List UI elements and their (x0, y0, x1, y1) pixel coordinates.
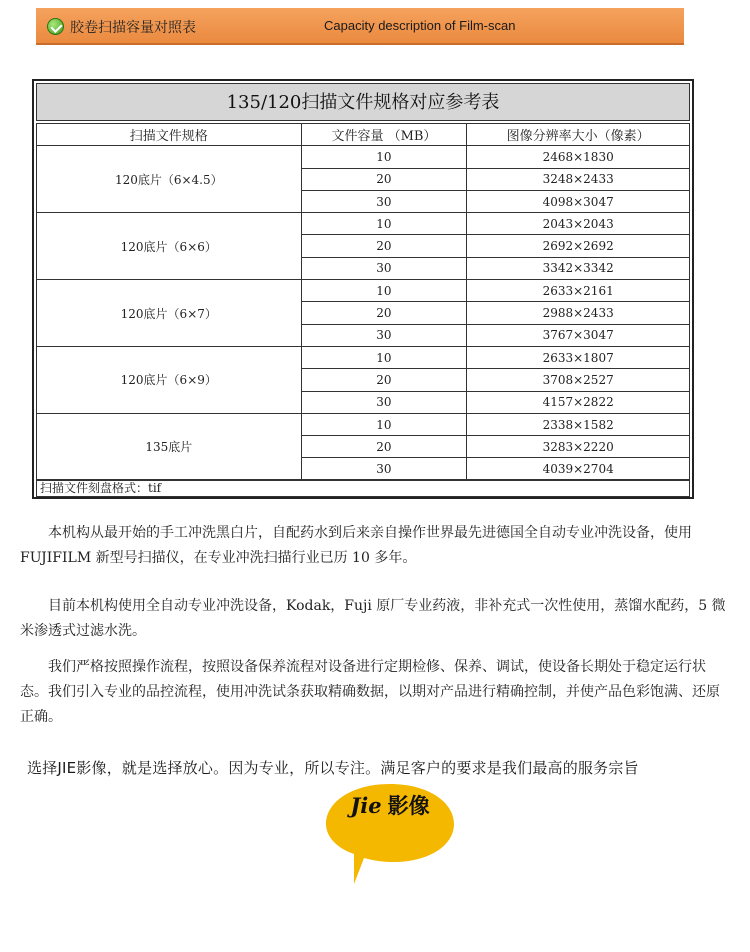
header-bar (36, 8, 684, 45)
paragraph-equipment: 目前本机构使用全自动专业冲洗设备，Kodak，Fuji 原厂专业药液，非补充式一次性使用，蒸馏水配药，5 微米渗透式过滤水洗。 (20, 598, 726, 639)
resolution-cell: 3283×2220 (467, 436, 690, 458)
resolution-cell: 4157×2822 (467, 391, 690, 413)
size-cell: 30 (301, 190, 467, 212)
table-row (37, 280, 690, 302)
resolution-cell: 2043×2043 (467, 213, 690, 235)
size-cell: 30 (301, 324, 467, 346)
spec-cell: 120底片（6×7） (37, 280, 302, 347)
resolution-cell: 2633×2161 (467, 280, 690, 302)
table-row (37, 346, 690, 368)
logo-text (330, 790, 450, 820)
spec-table (36, 123, 690, 481)
size-cell: 30 (301, 391, 467, 413)
resolution-cell: 3708×2527 (467, 369, 690, 391)
size-cell: 10 (301, 413, 467, 435)
paragraph-history: 本机构从最开始的手工冲洗黑白片，自配药水到后来亲自操作世界最先进德国全自动专业冲洗设备，使用 FUJIFILM 新型号扫描仪，在专业冲洗扫描行业已历 10 多年。 (20, 525, 692, 566)
resolution-cell: 2468×1830 (467, 146, 690, 168)
column-header: 扫描文件规格 (37, 124, 302, 146)
logo-cn: 影像 (387, 793, 430, 818)
header-title-cn: 胶卷扫描容量对照表 (70, 20, 196, 36)
size-cell: 20 (301, 302, 467, 324)
spec-cell: 120底片（6×4.5） (37, 146, 302, 213)
spec-cell: 120底片（6×9） (37, 346, 302, 413)
size-cell: 20 (301, 369, 467, 391)
size-cell: 30 (301, 458, 467, 480)
resolution-cell: 3342×3342 (467, 257, 690, 279)
size-cell: 10 (301, 213, 467, 235)
spec-cell: 135底片 (37, 413, 302, 480)
size-cell: 30 (301, 257, 467, 279)
size-cell: 20 (301, 168, 467, 190)
spec-cell: 120底片（6×6） (37, 213, 302, 280)
resolution-cell: 2633×1807 (467, 346, 690, 368)
table-header-row (37, 124, 690, 146)
size-cell: 20 (301, 436, 467, 458)
resolution-cell: 2692×2692 (467, 235, 690, 257)
size-cell: 10 (301, 280, 467, 302)
resolution-cell: 2338×1582 (467, 413, 690, 435)
resolution-cell: 4098×3047 (467, 190, 690, 212)
size-cell: 10 (301, 146, 467, 168)
table-footnote: 扫描文件刻盘格式：tif (36, 479, 690, 497)
resolution-cell: 2988×2433 (467, 302, 690, 324)
check-circle-icon (47, 18, 64, 35)
table-title: 135/120扫描文件规格对应参考表 (36, 83, 690, 121)
resolution-cell: 3767×3047 (467, 324, 690, 346)
column-header: 文件容量 （MB） (301, 124, 467, 146)
header-title-en: Capacity description of Film-scan (324, 18, 516, 33)
column-header: 图像分辨率大小（像素） (467, 124, 690, 146)
table-row (37, 213, 690, 235)
logo-jie: Jie (350, 793, 382, 818)
paragraph-quality: 我们严格按照操作流程，按照设备保养流程对设备进行定期检修、保养、调试，使设备长期处于稳定运行状态。我们引入专业的品控流程，使用冲洗试条获取精确数据，以期对产品进行精确控制，并使产品色彩饱满、还原正确。 (20, 659, 720, 725)
resolution-cell: 3248×2433 (467, 168, 690, 190)
size-cell: 20 (301, 235, 467, 257)
table-row (37, 413, 690, 435)
resolution-cell: 4039×2704 (467, 458, 690, 480)
spec-table-frame (32, 79, 694, 499)
table-row (37, 146, 690, 168)
slogan: 选择JIE影像，就是选择放心。因为专业，所以专注。满足客户的要求是我们最高的服务宗旨 (27, 759, 639, 777)
size-cell: 10 (301, 346, 467, 368)
